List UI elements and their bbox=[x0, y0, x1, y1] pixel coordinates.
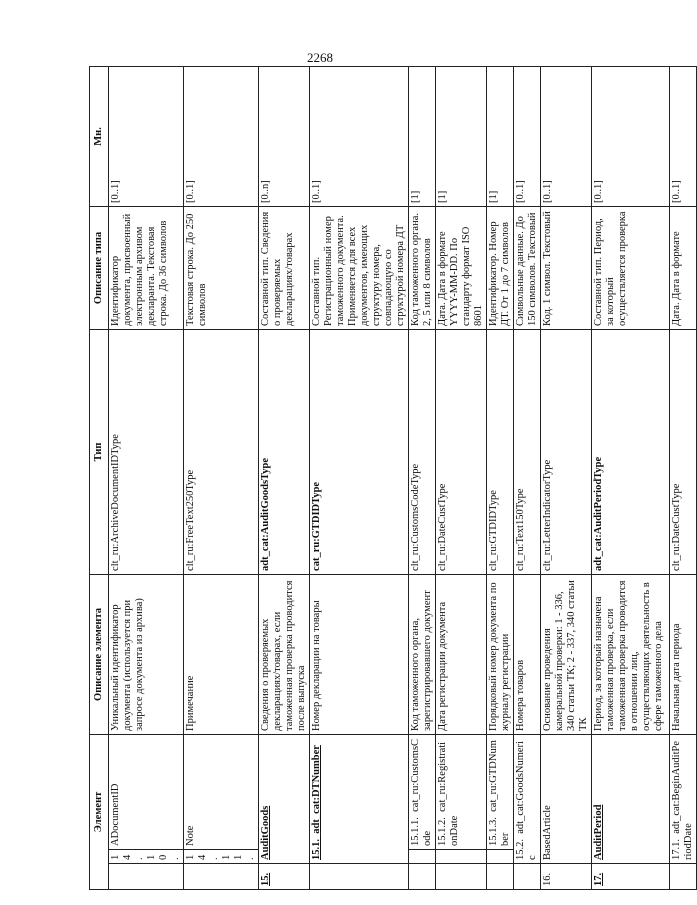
row-element bbox=[514, 734, 541, 863]
row-element: AuditPeriod bbox=[592, 734, 670, 863]
row-number: 15.1. bbox=[311, 839, 322, 860]
table-row bbox=[592, 66, 670, 889]
row-element bbox=[409, 734, 436, 849]
row-mult: [0..1] bbox=[109, 66, 184, 206]
row-number: 14.11. bbox=[184, 850, 259, 864]
row-mult: [1] bbox=[487, 66, 514, 206]
row-element-desc: Начальная дата периода bbox=[670, 574, 697, 734]
row-element bbox=[487, 734, 514, 849]
row-number: 17. bbox=[592, 864, 670, 890]
table-row bbox=[541, 66, 592, 889]
row-mult: [1] bbox=[436, 66, 487, 206]
header-mult: Мн. bbox=[90, 66, 109, 206]
row-indent bbox=[514, 864, 541, 890]
row-number: 16. bbox=[541, 864, 592, 890]
row-indent bbox=[487, 864, 514, 890]
row-type: clt_ru:LetterIndicatorType bbox=[541, 329, 592, 574]
header-element: Элемент bbox=[90, 734, 109, 889]
row-element-name: cat_ru:RegistrationDate bbox=[437, 741, 460, 846]
row-number: 15.1.2. bbox=[437, 817, 448, 846]
row-type-desc: Составной тип. Сведения о проверяемых декларациях/товарах bbox=[259, 206, 310, 329]
row-type: clt_ru:ArchiveDocumentIDType bbox=[109, 329, 184, 574]
row-indent bbox=[310, 864, 409, 890]
row-type-desc: Составной тип. Регистрационный номер таможенного документа. Применяется для всех документов, имеющих структуру номера, совпадающую со структурой номера ДТ bbox=[310, 206, 409, 329]
row-type-desc: Составной тип. Период, за который осуществляется проверка bbox=[592, 206, 670, 329]
row-element-name: cat_ru:GTDNumber bbox=[488, 740, 511, 846]
row-type-desc: Код. 1 символ. Текстовый bbox=[541, 206, 592, 329]
row-number: 14.10. bbox=[109, 850, 184, 864]
row-mult: [0..n] bbox=[259, 66, 310, 206]
table-row bbox=[310, 66, 409, 889]
header-row bbox=[90, 66, 109, 889]
row-type-desc: Код таможенного органа. 2, 5 или 8 символов bbox=[409, 206, 436, 329]
row-element: AuditGoods bbox=[259, 734, 310, 863]
row-mult: [0..1] bbox=[310, 66, 409, 206]
row-number: 15.1.3. bbox=[488, 817, 499, 846]
table-row bbox=[109, 66, 184, 889]
row-type: adt_cat:AuditPeriodType bbox=[592, 329, 670, 574]
row-type: clt_ru:GTDIDType bbox=[487, 329, 514, 574]
table-row bbox=[670, 66, 697, 889]
row-indent bbox=[184, 864, 259, 890]
row-type: clt_ru:FreeText250Type bbox=[184, 329, 259, 574]
row-element-desc: Номер декларации на товары bbox=[310, 574, 409, 734]
row-element-desc: Период, за который назначена таможенная проверка, если таможенная проверка проводится в отношении лиц, осуществляющих деятельность в сфере таможенного дела bbox=[592, 574, 670, 734]
row-element: Note bbox=[184, 734, 259, 849]
row-element bbox=[436, 734, 487, 849]
row-type: clt_ru:CustomsCodeType bbox=[409, 329, 436, 574]
row-type: adt_cat:AuditGoodsType bbox=[259, 329, 310, 574]
row-number: 15.1.1. bbox=[410, 817, 421, 846]
row-number: 17.1. bbox=[671, 839, 682, 860]
row-element: ADocumentID bbox=[109, 734, 184, 849]
row-indent bbox=[109, 864, 184, 890]
row-element-name: adt_cat:BeginAuditPeriodDate bbox=[671, 741, 694, 860]
table-row bbox=[436, 66, 487, 889]
row-number: 15.2. bbox=[515, 839, 526, 860]
row-mult: [0..1] bbox=[670, 66, 697, 206]
row-type: cat_ru:GTDIDType bbox=[310, 329, 409, 574]
row-element-name: adt_cat:DTNumber bbox=[311, 745, 322, 834]
row-type-desc: Текстовая строка. До 250 символов bbox=[184, 206, 259, 329]
row-element-name: adt_cat:GoodsNumeric bbox=[515, 741, 538, 860]
row-type-desc: Дата. Дата в формате YYYY-MM-DD. По стандарту формат ISO 8601 bbox=[436, 206, 487, 329]
row-mult: [0..1] bbox=[514, 66, 541, 206]
row-mult: [0..1] bbox=[184, 66, 259, 206]
row-element-desc: Код таможенного органа, зарегистрировавшего документ bbox=[409, 574, 436, 734]
row-indent bbox=[670, 864, 697, 890]
row-element-name: cat_ru:CustomsCode bbox=[410, 738, 433, 846]
row-mult: [0..1] bbox=[592, 66, 670, 206]
table-row bbox=[487, 66, 514, 889]
row-mult: [0..1] bbox=[541, 66, 592, 206]
row-element-desc: Сведения о проверяемых декларациях/товарах, если таможенная проверка проводится после выпуска bbox=[259, 574, 310, 734]
table-container bbox=[89, 67, 694, 890]
row-element bbox=[310, 734, 409, 863]
row-type: clt_ru:Text150Type bbox=[514, 329, 541, 574]
row-type: clt_ru:DateCustType bbox=[436, 329, 487, 574]
table-row bbox=[409, 66, 436, 889]
table-row bbox=[184, 66, 259, 889]
row-indent bbox=[436, 850, 487, 864]
element-description-table bbox=[89, 66, 697, 890]
header-element-desc: Описание элемента bbox=[90, 574, 109, 734]
row-element: BasedArticle bbox=[541, 734, 592, 863]
row-type-desc: Дата. Дата в формате bbox=[670, 206, 697, 329]
header-type: Тип bbox=[90, 329, 109, 574]
row-type-desc: Идентификатор документа, присвоенный электронным архивом декларанта. Текстовая строка. До 36 символов bbox=[109, 206, 184, 329]
row-element-desc: Уникальный идентификатор документа (используется при запросе документа из архива) bbox=[109, 574, 184, 734]
row-element-desc: Основание проведения камеральной проверки: 1 - 336, 340 статьи ТК; 2 - 337, 340 статьи ТК bbox=[541, 574, 592, 734]
row-element-desc: Номера товаров bbox=[514, 574, 541, 734]
row-element-desc: Порядковый номер документа по журналу регистрации bbox=[487, 574, 514, 734]
row-type-desc: Символьные данные. До 150 символов. Текстовый bbox=[514, 206, 541, 329]
row-indent bbox=[487, 850, 514, 864]
row-number: 15. bbox=[259, 864, 310, 890]
row-type-desc: Идентификатор. Номер ДТ. От 1 до 7 символов bbox=[487, 206, 514, 329]
row-type: clt_ru:DateCustType bbox=[670, 329, 697, 574]
row-element bbox=[670, 734, 697, 863]
header-type-desc: Описание типа bbox=[90, 206, 109, 329]
row-element-desc: Примечание bbox=[184, 574, 259, 734]
table-row bbox=[514, 66, 541, 889]
page-number: 2268 bbox=[307, 50, 333, 65]
row-mult: [1] bbox=[409, 66, 436, 206]
table-row bbox=[259, 66, 310, 889]
row-indent bbox=[436, 864, 487, 890]
row-element-desc: Дата регистрации документа bbox=[436, 574, 487, 734]
row-indent bbox=[409, 850, 436, 864]
row-indent bbox=[409, 864, 436, 890]
